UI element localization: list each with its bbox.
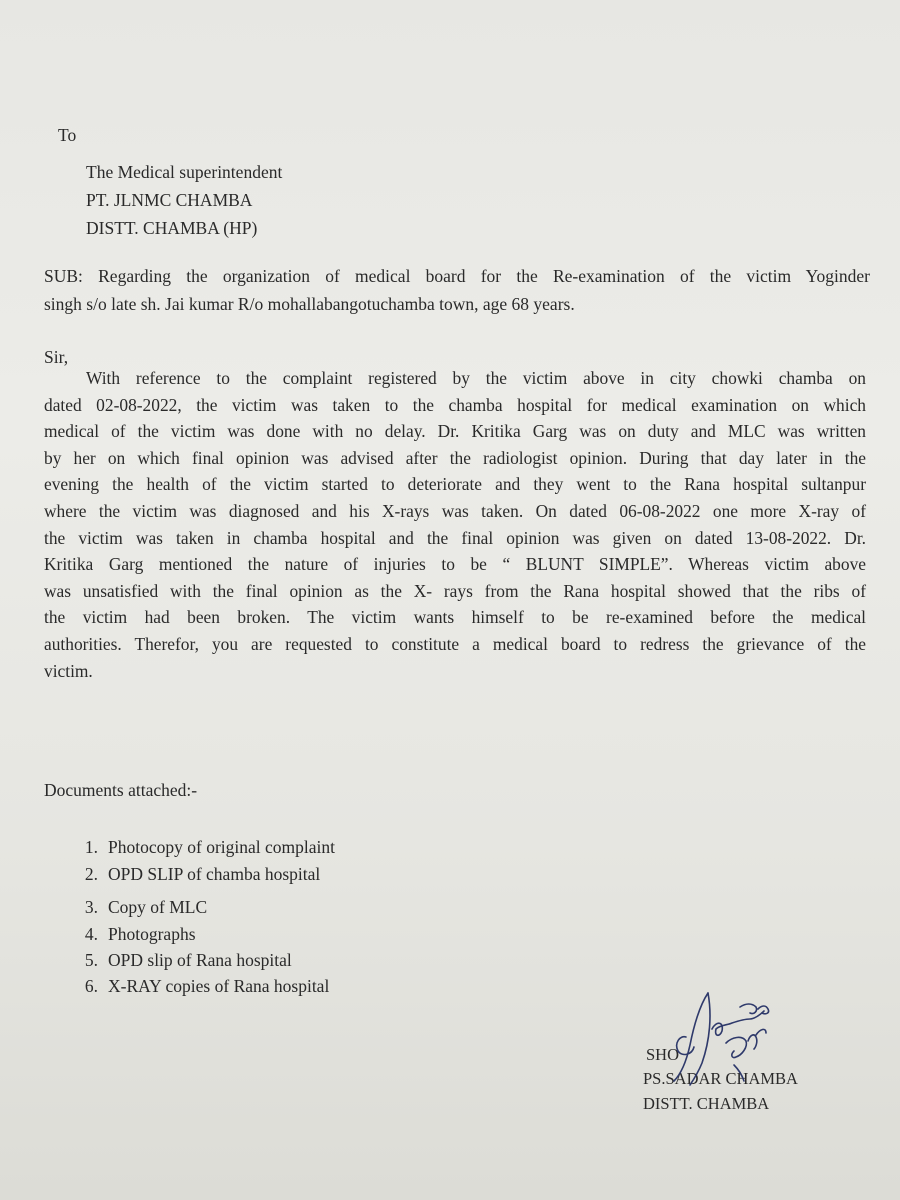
handwritten-signature: [650, 985, 810, 1095]
document-text: OPD slip of Rana hospital: [108, 950, 292, 970]
salutation: Sir,: [44, 347, 69, 367]
document-item-3: [68, 896, 207, 918]
document-item-1: [68, 836, 335, 858]
recipient-line-2: PT. JLNMC CHAMBA: [86, 190, 253, 210]
document-item-6: [68, 975, 329, 997]
document-number: 3.: [84, 897, 98, 917]
document-item-5: [68, 949, 292, 971]
subject-line-2: singh s/o late sh. Jai kumar R/o mohallabangotuchamba town, age 68 years.: [44, 294, 575, 314]
document-number: 5.: [84, 950, 98, 970]
body-line: Kritika Garg mentioned the nature of injuries to be “ BLUNT SIMPLE”. Whereas victim above: [44, 554, 866, 575]
document-text: X-RAY copies of Rana hospital: [108, 976, 330, 996]
body-line: medical of the victim was done with no delay. Dr. Kritika Garg was on duty and MLC was written: [44, 421, 866, 442]
recipient-line-3: DISTT. CHAMBA (HP): [86, 218, 258, 238]
body-line: authorities. Therefor, you are requested to constitute a medical board to redress the grievance of the: [44, 633, 866, 654]
body-line: by her on which final opinion was advised after the radiologist opinion. During that day later in the: [44, 447, 866, 468]
documents-heading: Documents attached:-: [44, 780, 198, 800]
document-number: 2.: [84, 864, 98, 884]
body-line: the victim was taken in chamba hospital and the final opinion was given on dated 13-08-2022. Dr.: [44, 527, 866, 548]
signature-line-1: SHO: [646, 1045, 680, 1064]
letter-body: [44, 365, 866, 684]
body-line: dated 02-08-2022, the victim was taken to the chamba hospital for medical examination on which: [44, 394, 866, 415]
document-number: 6.: [84, 976, 98, 996]
recipient-line-1: The Medical superintendent: [86, 162, 283, 182]
document-text: OPD SLIP of chamba hospital: [108, 864, 321, 884]
body-line: where the victim was diagnosed and his X-rays was taken. On dated 06-08-2022 one more X-ray of: [44, 500, 866, 521]
document-text: Photocopy of original complaint: [108, 837, 335, 857]
body-line: evening the health of the victim started to deteriorate and they went to the Rana hospital sultanpur: [44, 474, 866, 495]
document-item-4: [68, 923, 196, 945]
body-line: victim.: [44, 660, 93, 681]
body-line: With reference to the complaint registered by the victim above in city chowki chamba on: [86, 368, 866, 388]
to-label: To: [58, 125, 77, 145]
document-number: 1.: [84, 837, 98, 857]
document-number: 4.: [84, 924, 98, 944]
signature-line-3: DISTT. CHAMBA: [643, 1094, 770, 1113]
document-item-2: [68, 863, 320, 885]
document-text: Photographs: [108, 924, 196, 944]
subject-line-1: SUB: Regarding the organization of medical board for the Re-examination of the victim Yoginder: [44, 266, 870, 286]
body-line: the victim had been broken. The victim wants himself to be re-examined before the medical: [44, 607, 866, 628]
signature-line-2: PS.SADAR CHAMBA: [643, 1069, 798, 1088]
body-line: was unsatisfied with the final opinion as the X- rays from the Rana hospital showed that the ribs of: [44, 580, 866, 601]
document-text: Copy of MLC: [108, 897, 208, 917]
